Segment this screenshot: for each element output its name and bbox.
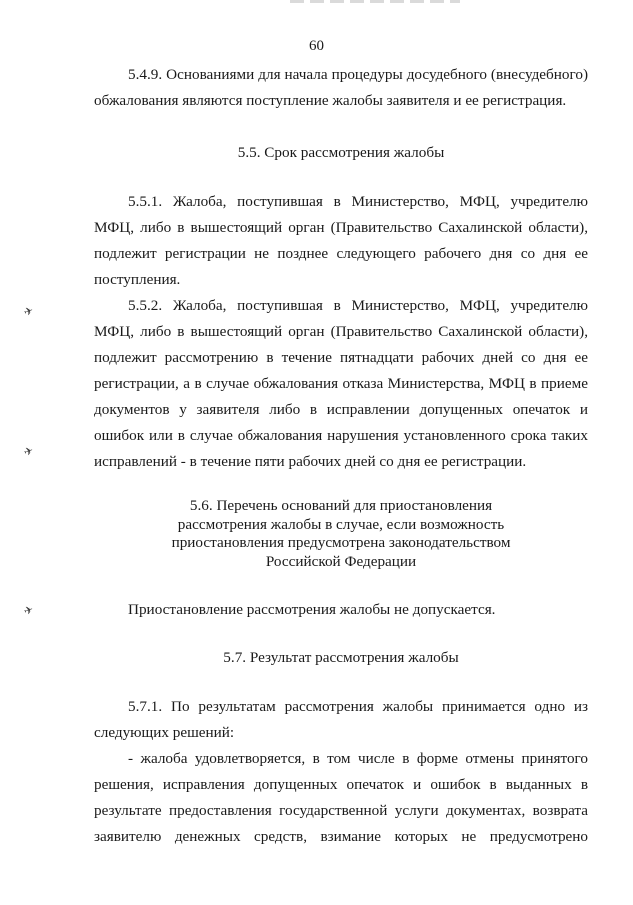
heading-5-6-line: Российской Федерации: [265, 552, 417, 570]
heading-5-5: 5.5. Срок рассмотрения жалобы: [237, 144, 445, 161]
document-body: [94, 62, 588, 850]
scan-artifact: [290, 0, 460, 3]
heading-5-6-line: 5.6. Перечень оснований для приостановления: [189, 497, 493, 514]
paragraph-5-7-1: 5.7.1. По результатам рассмотрения жалобы принимается одно из следующих решений:: [94, 698, 588, 741]
margin-mark-icon: ✈: [22, 603, 36, 619]
paragraph-5-4-9: 5.4.9. Основаниями для начала процедуры досудебного (внесудебного) обжалования являются поступление жалобы заявителя и ее регистрация.: [94, 66, 588, 109]
heading-5-7: 5.7. Результат рассмотрения жалобы: [223, 649, 459, 666]
heading-5-6: [94, 497, 588, 571]
heading-5-6-line: рассмотрения жалобы в случае, если возможность: [177, 515, 505, 533]
margin-mark-icon: ✈: [22, 444, 36, 460]
paragraph-5-6: Приостановление рассмотрения жалобы не допускается.: [128, 601, 496, 618]
paragraph-5-7-1-item: - жалоба удовлетворяется, в том числе в форме отмены принятого решения, исправления допущенных опечаток и ошибок в выданных в результате предоставления государственной услуги документах, возврата заявителю денежных средств, взимание которых не предусмотрено: [94, 750, 588, 845]
heading-5-6-line: приостановления предусмотрена законодательством: [171, 534, 511, 551]
margin-mark-icon: ✈: [22, 304, 36, 320]
paragraph-5-5-2: 5.5.2. Жалоба, поступившая в Министерство, МФЦ, учредителю МФЦ, либо в вышестоящий орган (Правительство Сахалинской области), подлежит рассмотрению в течение пятнадцати рабочих дней со дня ее регистрации, а в случае обжалования отказа Министерства, МФЦ в приеме документов у заявителя либо в исправлении допущенных опечаток и ошибок или в случае обжалования нарушения установленного срока таких исправлений - в течение пяти рабочих дней со дня ее регистрации.: [94, 297, 588, 470]
page-number: 60: [309, 38, 324, 54]
paragraph-5-5-1: 5.5.1. Жалоба, поступившая в Министерство, МФЦ, учредителю МФЦ, либо в вышестоящий орган (Правительство Сахалинской области), подлежит регистрации не позднее следующего рабочего дня со дня ее поступления.: [94, 193, 588, 288]
